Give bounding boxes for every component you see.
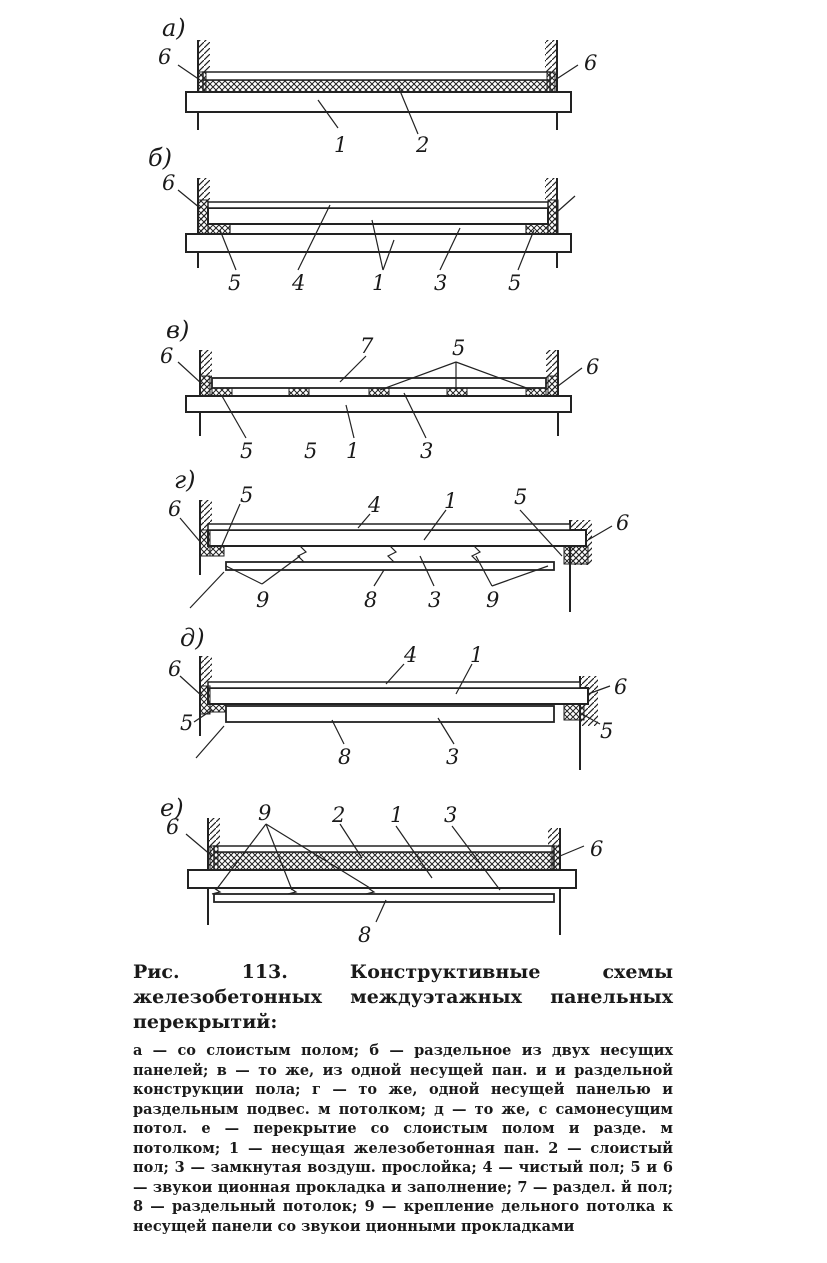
label-6-left: 6 (158, 45, 172, 69)
label-6-right: 6 (584, 51, 598, 75)
bearing-panel (186, 396, 571, 412)
label-1: 1 (334, 133, 348, 157)
finish-floor (208, 202, 548, 208)
panel-e-sublabel: е) (160, 794, 184, 822)
label-6-left: 6 (168, 497, 182, 521)
caption-title: Рис. 113. Конструктивные схемы железобетонных междуэтажных панельных перекрытий: (133, 961, 673, 1033)
label-4: 4 (292, 271, 306, 295)
bearing-panel (186, 92, 571, 112)
label-6-right: 6 (590, 837, 604, 861)
bearing-panel (188, 870, 576, 888)
label-5-left: 5 (228, 271, 242, 295)
label-5-left: 5 (180, 711, 194, 735)
label-3: 3 (420, 439, 434, 463)
panel-d-sublabel: д) (180, 624, 205, 652)
label-5-left: 5 (240, 483, 254, 507)
label-9-right: 9 (486, 588, 500, 612)
label-3: 3 (434, 271, 448, 295)
label-3: 3 (446, 745, 460, 769)
bearing-panel (208, 530, 586, 546)
panel-a (158, 14, 597, 157)
panel-g (168, 466, 629, 612)
layered-floor (214, 852, 554, 870)
label-6-left: 6 (166, 815, 180, 839)
panel-a-sublabel: а) (162, 14, 186, 42)
label-5-right: 5 (508, 271, 522, 295)
label-6-right: 6 (616, 511, 630, 535)
label-1: 1 (346, 439, 360, 463)
finish-floor (208, 682, 580, 688)
label-1: 1 (444, 489, 458, 513)
panel-g-sublabel: г) (174, 466, 196, 494)
label-3: 3 (428, 588, 442, 612)
label-4: 4 (368, 493, 382, 517)
label-6-right: 6 (614, 675, 628, 699)
label-5-mid: 5 (304, 439, 318, 463)
label-6-left: 6 (162, 171, 176, 195)
label-3: 3 (444, 803, 458, 827)
layered-floor (203, 80, 550, 92)
panel-v (160, 316, 599, 463)
label-5-right: 5 (600, 719, 614, 743)
label-9-left: 9 (256, 588, 270, 612)
separate-floor (212, 378, 546, 388)
label-7: 7 (360, 334, 374, 358)
caption-body: а — со слоистым полом; б — раздельное из двух несущих панелей; в — то же, из одной несущей пан. и и раздельной конструкции пола; г — то же, одной несущей панелью и раздельным подвес. м потолком; д — то же, с самонесущим потол. е — перекрытие со слоистым полом и разде. м потолком; 1 — несущая железобетонная пан. 2 — слоистый пол; 3 — замкнутая воздуш. прослойка; 4 — чистый пол; 5 и 6 — звукои ционная прокладка и заполнение; 7 — раздел. й пол; 8 — раздельный потолок; 9 — крепление дельного потолка к несущей панели со звукои ционными прокладками (133, 1042, 673, 1235)
suspended-ceiling (226, 562, 554, 570)
label-6-left: 6 (168, 657, 182, 681)
label-9: 9 (258, 801, 272, 825)
label-5-right: 5 (514, 485, 528, 509)
label-1: 1 (390, 803, 404, 827)
finish-floor (208, 524, 570, 530)
panel-e (160, 794, 603, 947)
label-6-left: 6 (160, 344, 174, 368)
label-4: 4 (404, 643, 418, 667)
label-8: 8 (364, 588, 378, 612)
bearing-panel (208, 688, 588, 704)
panel-b-sublabel: б) (148, 144, 173, 172)
panel-d (168, 624, 627, 770)
label-2: 2 (416, 133, 430, 157)
label-5-top: 5 (452, 336, 466, 360)
label-8: 8 (358, 923, 372, 947)
label-8: 8 (338, 745, 352, 769)
panel-v-sublabel: в) (166, 316, 190, 344)
label-6-right: 6 (586, 355, 600, 379)
label-2: 2 (332, 803, 346, 827)
label-1: 1 (372, 271, 386, 295)
panel-b (148, 144, 575, 295)
separate-ceiling (214, 894, 554, 902)
label-5-left: 5 (240, 439, 254, 463)
self-supporting-ceiling (226, 706, 554, 722)
label-1: 1 (470, 643, 484, 667)
bearing-panel-upper (208, 208, 548, 224)
figure-caption (133, 960, 673, 1236)
